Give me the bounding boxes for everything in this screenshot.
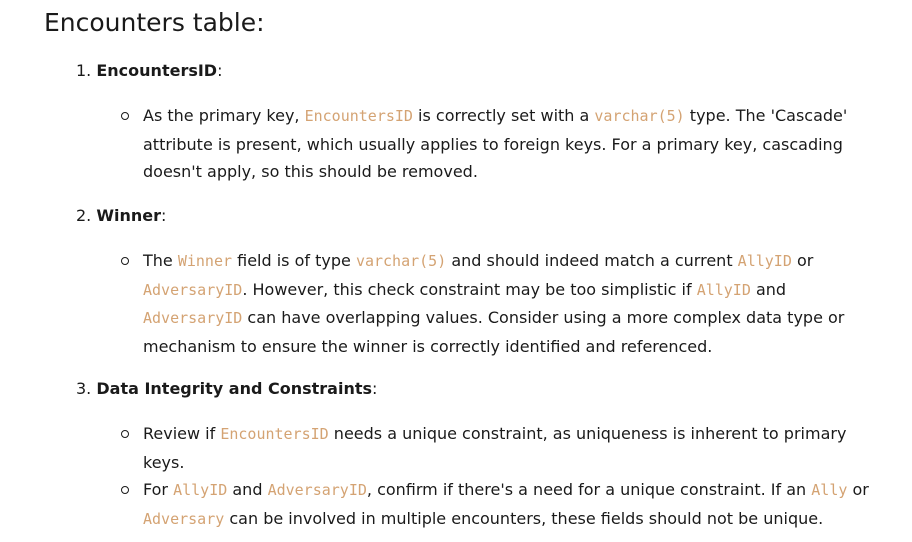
item-label: EncountersID — [96, 61, 218, 80]
item-number: 2. — [76, 206, 92, 225]
list-item-title-1 — [76, 61, 222, 81]
inline-code: AllyID — [173, 481, 228, 499]
bullet-text: can have overlapping values. Consider using a more complex data type or mechanism to ensure the winner is correctly identified and referenced. — [143, 308, 845, 356]
bullet-text: and should indeed match a current — [446, 251, 738, 270]
item-suffix: : — [161, 206, 167, 225]
bullet-text: or — [791, 251, 814, 270]
bullet-text: As the primary key, — [143, 106, 305, 125]
bullet-text: type. The 'Cascade' attribute is present, which usually applies to foreign keys. For a primary key, cascading doesn't apply, so this should be removed. — [143, 106, 848, 181]
item-suffix: : — [372, 379, 378, 398]
inline-code: Adversary — [143, 509, 225, 528]
inline-code: AdversaryID — [267, 481, 367, 499]
item-label: Data Integrity and Constraints — [96, 379, 373, 398]
item-suffix: : — [217, 61, 223, 80]
bullet-text: needs a unique constraint, as uniqueness is inherent to primary keys. — [143, 424, 847, 472]
list-item — [121, 420, 883, 476]
bullet-text: and — [750, 279, 787, 299]
bullet-list-2 — [121, 247, 883, 360]
inline-code: AllyID — [737, 252, 792, 270]
inline-code: varchar(5) — [594, 107, 685, 125]
bullet-list-1 — [121, 102, 883, 186]
bullet-text: Review if — [143, 424, 221, 443]
list-item-title-2 — [76, 206, 166, 226]
bullet-text: can be involved in multiple encounters, these fields should not be unique. — [224, 508, 824, 528]
item-number: 1. — [76, 61, 92, 80]
inline-code: varchar(5) — [355, 252, 447, 270]
item-label: Winner — [96, 206, 162, 225]
section-heading: Encounters table: — [44, 8, 265, 37]
bullet-text: is correctly set with a — [412, 106, 595, 125]
item-number: 3. — [76, 379, 92, 398]
bullet-text: For — [143, 480, 174, 499]
list-item — [121, 476, 883, 533]
bullet-text: . However, this check constraint may be too simplistic if — [242, 279, 697, 299]
list-item — [121, 102, 883, 186]
inline-code: EncountersID — [304, 107, 413, 125]
bullet-text: The — [143, 251, 178, 270]
bullet-text: or — [847, 480, 869, 499]
bullet-text: , confirm if there's a need for a unique constraint. If an — [366, 480, 812, 499]
inline-code: Winner — [177, 252, 233, 270]
inline-code: AllyID — [696, 280, 751, 299]
bullet-text: and — [227, 480, 268, 499]
bullet-list-3 — [121, 420, 883, 533]
inline-code: Ally — [811, 481, 848, 499]
bullet-text: field is of type — [232, 251, 356, 270]
inline-code: AdversaryID — [143, 280, 243, 299]
inline-code: AdversaryID — [143, 309, 243, 327]
list-item — [121, 247, 883, 360]
inline-code: EncountersID — [220, 425, 329, 443]
list-item-title-3 — [76, 379, 377, 399]
